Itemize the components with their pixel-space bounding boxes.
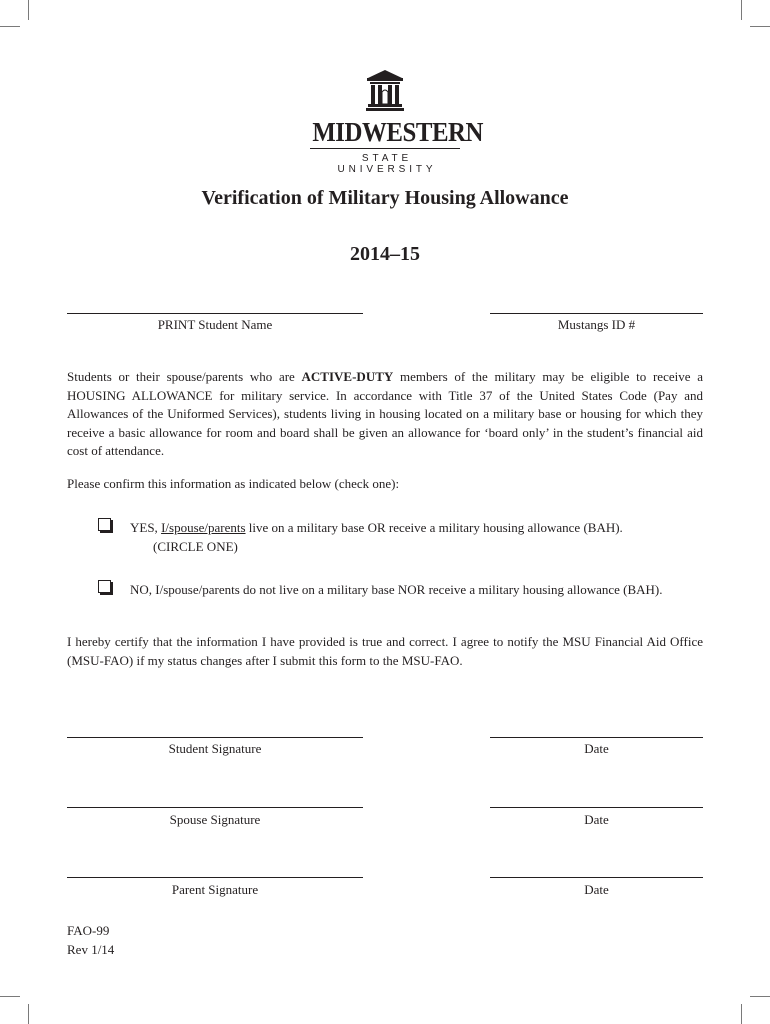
crop-mark <box>0 26 20 27</box>
instruction-text: Please confirm this information as indicated below (check one): <box>67 476 400 491</box>
crop-mark <box>28 1004 29 1024</box>
parent-date-label: Date <box>584 882 609 897</box>
award-year: 2014–15 <box>350 243 420 265</box>
intro-paragraph <box>67 368 703 461</box>
crop-mark <box>750 996 770 997</box>
logo-wordmark: MIDWESTERN <box>312 117 484 147</box>
no-checkbox[interactable] <box>98 580 111 593</box>
crop-mark <box>0 996 20 997</box>
student-signature-line[interactable] <box>67 737 363 738</box>
yes-option <box>130 518 623 556</box>
student-date-label: Date <box>584 741 609 756</box>
crop-mark <box>28 0 29 20</box>
parent-signature-label: Parent Signature <box>171 882 259 897</box>
student-date-line[interactable] <box>490 737 703 738</box>
yes-option-underlined: I/spouse/parents <box>161 520 246 535</box>
intro-text-start: Students or their spouse/parents who are <box>67 369 302 384</box>
certification-paragraph: I hereby certify that the information I have provided is true and correct. I agree to notify the MSU Financial Aid Office (MSU-FAO) if my status changes after I submit this form to the MSU-FAO. <box>67 634 703 668</box>
form-title: Verification of Military Housing Allowance <box>201 187 569 209</box>
form-revision: Rev 1/14 <box>67 942 115 957</box>
building-icon <box>365 68 405 112</box>
no-option: NO, I/spouse/parents do not live on a military base NOR receive a military housing allowance (BAH). <box>130 582 663 597</box>
yes-option-text: live on a military base OR receive a military housing allowance (BAH). <box>245 520 623 535</box>
yes-option-prefix: YES, <box>130 520 162 535</box>
parent-signature-line[interactable] <box>67 877 363 878</box>
spouse-signature-label: Spouse Signature <box>169 812 261 827</box>
circle-one-note: (CIRCLE ONE) <box>153 539 238 554</box>
mustangs-id-line[interactable] <box>490 313 703 314</box>
spouse-signature-line[interactable] <box>67 807 363 808</box>
spouse-date-label: Date <box>584 812 609 827</box>
mustangs-id-label: Mustangs ID # <box>557 317 636 332</box>
form-number: FAO-99 <box>67 923 110 938</box>
student-signature-label: Student Signature <box>168 741 262 756</box>
intro-text-rest: members of the military may be eligible to receive a HOUSING ALLOWANCE for military service. In accordance with Title 37 of the United States Code (Pay and Allowances of the Uniformed Services), students living in housing located on a military base or housing for which they receive a basic allowance for room and board shall be given an allowance for ‘board only’ in the student’s financial aid cost of attendance. <box>67 369 703 458</box>
form-footer <box>67 921 114 959</box>
logo-rule <box>310 148 460 149</box>
yes-checkbox[interactable] <box>98 518 111 531</box>
active-duty-emphasis: ACTIVE-DUTY <box>301 369 394 384</box>
university-logo <box>306 68 484 175</box>
spouse-date-line[interactable] <box>490 807 703 808</box>
logo-subtitle: STATE UNIVERSITY <box>337 153 437 175</box>
crop-mark <box>741 0 742 20</box>
crop-mark <box>741 1004 742 1024</box>
student-name-label: PRINT Student Name <box>157 317 273 332</box>
parent-date-line[interactable] <box>490 877 703 878</box>
crop-mark <box>750 26 770 27</box>
student-name-line[interactable] <box>67 313 363 314</box>
